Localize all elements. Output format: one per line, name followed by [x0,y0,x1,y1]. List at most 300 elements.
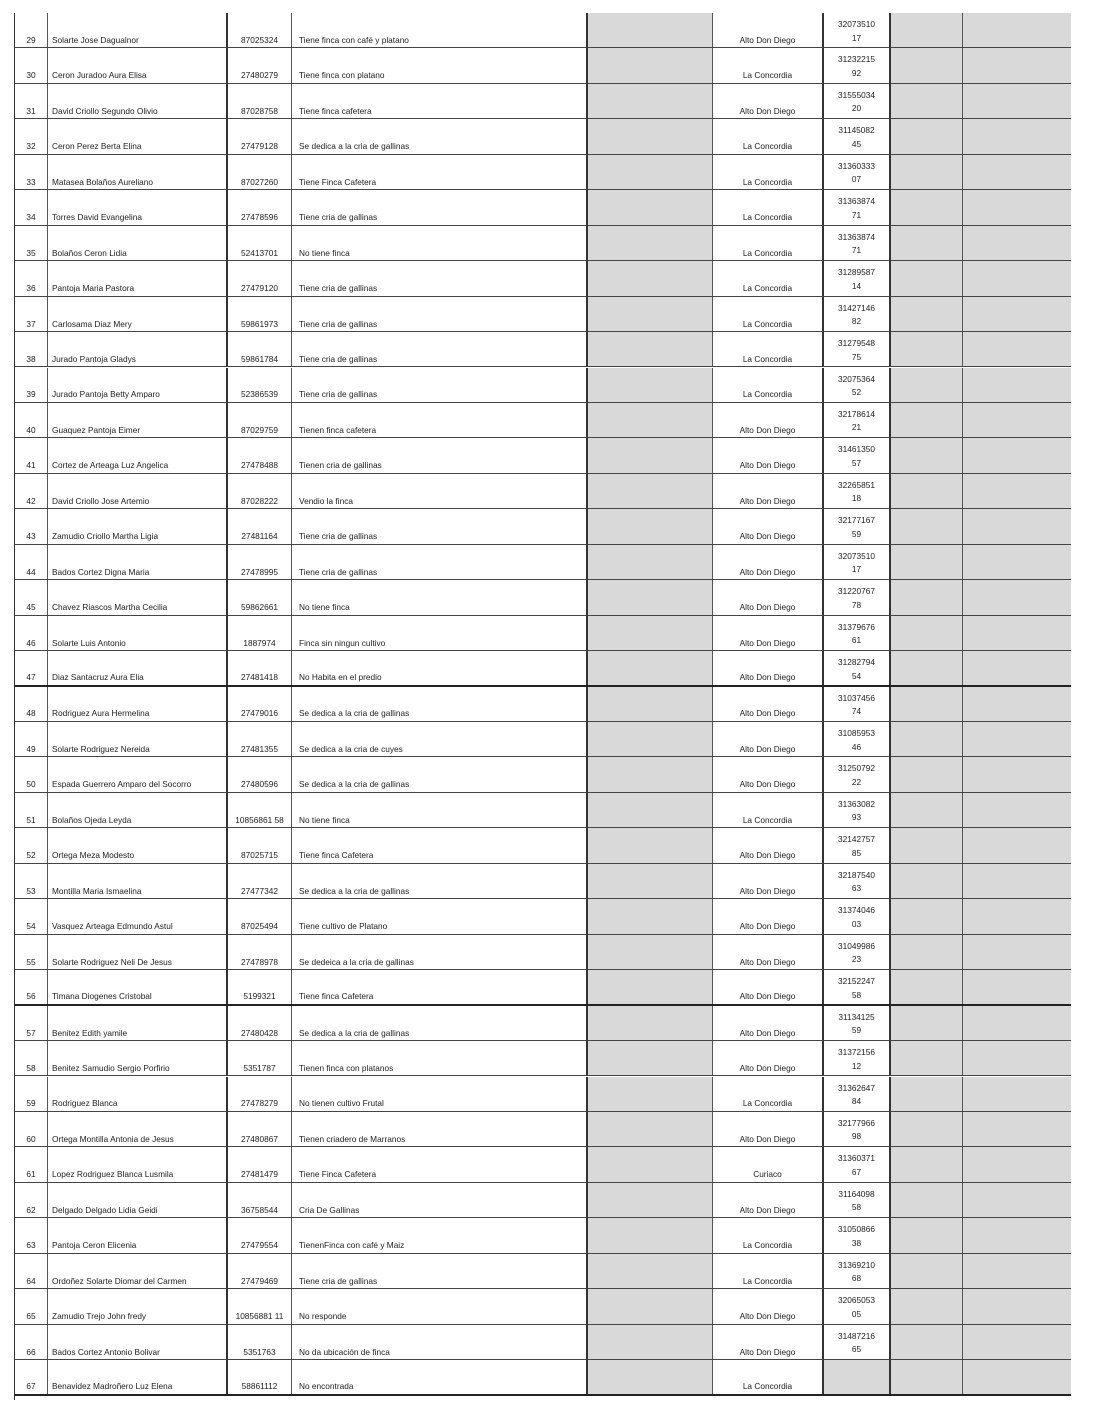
row-number-text: 52 [26,850,36,861]
person-name [48,828,228,862]
table-row [15,1006,1071,1041]
telefono-line: 57 [851,457,862,468]
cedula [228,1360,292,1393]
person-name [48,757,228,791]
telefono [824,757,891,791]
row-number-text: 43 [26,531,36,542]
vereda [713,899,824,933]
row-number [15,1360,48,1393]
telefono-line: 98 [851,1131,862,1142]
person-name-text: Torres David Evangelina [52,212,142,223]
cedula-text: 10856881 11 [235,1311,284,1322]
table-row [15,899,1071,934]
cedula-text: 5199321 [243,991,276,1002]
shaded-cell [588,368,713,402]
row-number-text: 32 [26,141,36,152]
row-number [15,1218,48,1252]
vereda [713,190,824,224]
vereda-text: Alto Don Diego [739,105,796,116]
cedula [228,261,292,295]
person-name [48,48,228,82]
person-name-text: Ortega Meza Modesto [52,850,135,861]
person-name-text: Montilla Maria Ismaelina [52,885,142,896]
vereda-text: La Concordia [742,176,793,187]
cedula-text: 27477342 [241,885,278,896]
person-name-text: Carlosama Diaz Mery [52,318,132,329]
vereda-text: La Concordia [742,814,793,825]
telefono-line: 31279548 [838,338,875,349]
telefono-line: 12 [851,1060,862,1071]
cedula-text: 27480867 [241,1133,278,1144]
table-row [15,722,1071,757]
table-row [15,1041,1071,1076]
cedula-text: 27481164 [241,531,278,542]
shaded-cell [588,580,713,614]
shaded-cell [963,1077,1071,1111]
shaded-cell [891,1218,963,1252]
row-number [15,864,48,898]
shaded-cell [963,1147,1071,1181]
table-row [15,226,1071,261]
person-name [48,13,228,47]
row-number [15,899,48,933]
telefono-line: 52 [851,387,862,397]
vereda-text: La Concordia [742,1240,793,1251]
table-row [15,828,1071,863]
vereda-text: La Concordia [742,353,793,364]
vereda [713,1289,824,1323]
shaded-cell [891,651,963,684]
telefono-line: 75 [851,351,862,362]
table-row [15,580,1071,615]
shaded-cell [588,226,713,260]
observacion-text: Se dedeica a la cria de gallinas [299,956,414,967]
observacion [292,1041,588,1075]
person-name [48,226,228,260]
observacion-text: TienenFinca con café y Maiz [299,1240,405,1251]
row-number [15,935,48,969]
observacion-text: No tienen cultivo Frutal [299,1098,384,1109]
telefono [824,438,891,472]
person-name [48,864,228,898]
cedula-text: 87028758 [241,105,278,116]
person-name-text: Bolaños Ceron Lidia [52,247,127,258]
telefono-line: 85 [851,847,862,858]
table-row [15,438,1071,473]
vereda-text: La Concordia [742,1098,793,1109]
vereda-text: Alto Don Diego [739,1204,796,1215]
telefono [824,545,891,579]
row-number-text: 49 [26,743,36,754]
telefono [824,1006,891,1040]
vereda [713,651,824,684]
vereda [713,935,824,969]
observacion [292,1006,588,1040]
table-row [15,403,1071,438]
person-name [48,297,228,331]
observacion-text: No responde [299,1311,347,1322]
cedula-text: 27480596 [241,779,278,790]
observacion [292,13,588,47]
vereda-text: Alto Don Diego [739,672,796,683]
telefono-line: 07 [851,174,862,185]
row-number [15,190,48,224]
telefono-line: 31363874 [838,231,875,242]
table-row [15,793,1071,828]
person-name [48,509,228,543]
row-number-text: 56 [26,991,36,1002]
row-number-text: 61 [26,1169,36,1180]
person-name [48,1254,228,1288]
cedula-text: 10856861 58 [235,814,284,825]
person-name [48,1077,228,1111]
shaded-cell [963,793,1071,827]
shaded-cell [963,1325,1071,1359]
shaded-cell [588,13,713,47]
cedula [228,119,292,153]
telefono-line: 31555034 [838,89,875,100]
observacion [292,828,588,862]
row-number [15,651,48,684]
shaded-cell [963,332,1071,366]
telefono-line: 18 [851,493,862,504]
shaded-cell [963,1289,1071,1323]
cedula-text: 87029759 [241,424,278,435]
observacion-text: Tiene cultivo de Platano [299,921,388,932]
telefono [824,1360,891,1393]
vereda-text: Alto Don Diego [739,1346,796,1357]
observacion [292,722,588,756]
row-number [15,793,48,827]
person-name-text: Guaquez Pantoja Eimer [52,424,141,435]
shaded-cell [963,403,1071,437]
shaded-cell [891,190,963,224]
cedula [228,1006,292,1040]
telefono-line: 31049986 [838,940,875,951]
shaded-cell [891,1147,963,1181]
shaded-cell [963,1183,1071,1217]
table-row [15,1254,1071,1289]
person-name [48,899,228,933]
observacion [292,297,588,331]
cedula [228,970,292,1003]
observacion [292,1183,588,1217]
vereda-text: Alto Don Diego [739,495,796,506]
telefono [824,687,891,721]
table-row [15,970,1071,1005]
shaded-cell [963,438,1071,472]
observacion-text: Se dedica a la cria de gallinas [299,779,410,790]
telefono [824,970,891,1003]
row-number [15,261,48,295]
person-name-text: Cortez de Arteaga Luz Angelica [52,460,169,471]
vereda-text: La Concordia [742,141,793,152]
telefono-line: 78 [851,599,862,610]
telefono-line: 31282794 [838,657,875,668]
observacion [292,403,588,437]
table-row [15,757,1071,792]
row-number-text: 33 [26,176,36,187]
cedula-text: 27478978 [241,956,278,967]
telefono-line: 74 [851,706,862,717]
vereda [713,864,824,898]
observacion [292,226,588,260]
row-number [15,1006,48,1040]
row-number-text: 47 [26,672,36,683]
vereda [713,261,824,295]
observacion-text: Tienen finca cafetera [299,424,377,435]
shaded-cell [588,793,713,827]
observacion-text: Se dedica a la cria de gallinas [299,885,410,896]
shaded-cell [963,828,1071,862]
cedula [228,687,292,721]
vereda-text: La Concordia [742,247,793,258]
shaded-cell [963,119,1071,153]
table-row [15,935,1071,970]
cedula [228,1077,292,1111]
row-number [15,403,48,437]
person-name [48,935,228,969]
cedula [228,474,292,508]
row-number [15,1254,48,1288]
table-row [15,687,1071,722]
telefono-line: 71 [851,245,862,256]
observacion [292,48,588,82]
shaded-cell [588,155,713,189]
shaded-cell [588,1041,713,1075]
shaded-cell [588,438,713,472]
cedula [228,1112,292,1146]
cedula-text: 27481355 [241,743,278,754]
shaded-cell [963,48,1071,82]
person-name-text: Solarte Luis Antonio [52,637,126,648]
vereda-text: Alto Don Diego [739,921,796,932]
observacion-text: No tiene finca [299,602,350,613]
observacion [292,261,588,295]
cedula-text: 87028222 [241,495,278,506]
cedula [228,438,292,472]
shaded-cell [891,48,963,82]
observacion [292,438,588,472]
cedula [228,190,292,224]
shaded-cell [588,545,713,579]
table-row [15,1289,1071,1324]
observacion-text: No tiene finca [299,247,350,258]
vereda-text: La Concordia [742,212,793,223]
table-row [15,1183,1071,1218]
shaded-cell [891,474,963,508]
person-name [48,1360,228,1393]
table-row [15,1218,1071,1253]
observacion-text: Se dedica a la cria de cuyes [299,743,403,754]
person-name [48,1289,228,1323]
vereda-text: La Concordia [742,283,793,294]
row-number-text: 66 [26,1346,36,1357]
observacion-text: Tiene cria de gallinas [299,283,378,294]
shaded-cell [891,793,963,827]
cedula [228,757,292,791]
vereda-text: Alto Don Diego [739,424,796,435]
person-name-text: Ceron Juradoo Aura Elisa [52,70,147,81]
cedula [228,368,292,402]
telefono [824,119,891,153]
cedula-text: 27481418 [241,672,278,683]
shaded-cell [588,1289,713,1323]
cedula-text: 27481479 [241,1169,278,1180]
observacion-text: Tiene finca Cafetera [299,850,374,861]
telefono [824,1254,891,1288]
observacion [292,119,588,153]
telefono [824,332,891,366]
shaded-cell [963,1112,1071,1146]
shaded-cell [963,1218,1071,1252]
observacion-text: No da ubicación de finca [299,1346,390,1357]
shaded-cell [588,1183,713,1217]
vereda [713,580,824,614]
person-name [48,616,228,650]
vereda [713,545,824,579]
cedula-text: 87025494 [241,921,278,932]
person-name [48,1147,228,1181]
telefono-line: 32152247 [838,976,875,987]
person-name [48,722,228,756]
telefono-line: 61 [851,635,862,646]
person-name [48,261,228,295]
person-name-text: Rodriguez Aura Hermelina [52,708,150,719]
telefono-line: 31427146 [838,302,875,313]
shaded-cell [963,155,1071,189]
person-name-text: Bados Cortez Antonio Bolivar [52,1346,160,1357]
row-number-text: 51 [26,814,36,825]
table-row [15,545,1071,580]
observacion-text: Cria De Gallinas [299,1204,360,1215]
shaded-cell [963,1041,1071,1075]
person-name [48,403,228,437]
row-number-text: 53 [26,885,36,896]
shaded-cell [588,1112,713,1146]
vereda-text: Alto Don Diego [739,1062,796,1073]
telefono [824,155,891,189]
observacion [292,757,588,791]
telefono [824,793,891,827]
observacion [292,155,588,189]
shaded-cell [963,261,1071,295]
observacion [292,1077,588,1111]
shaded-cell [588,828,713,862]
person-name-text: David Criollo Jose Artemio [52,495,150,506]
telefono [824,13,891,47]
cedula-text: 27478488 [241,460,278,471]
row-number-text: 45 [26,602,36,613]
vereda [713,509,824,543]
telefono [824,580,891,614]
shaded-cell [891,616,963,650]
cedula [228,1254,292,1288]
cedula-text: 87025324 [241,34,278,45]
telefono-line: 32065053 [838,1295,875,1306]
cedula [228,155,292,189]
person-name [48,970,228,1003]
telefono [824,368,891,402]
telefono-line: 20 [851,103,862,114]
shaded-cell [891,864,963,898]
row-number-text: 65 [26,1311,36,1322]
row-number-text: 67 [26,1381,36,1392]
cedula [228,722,292,756]
cedula [228,828,292,862]
person-name [48,190,228,224]
shaded-cell [963,1006,1071,1040]
observacion-text: Tiene cria de gallinas [299,389,378,400]
telefono-line: 58 [851,989,862,1000]
person-name-text: Benitez Edith yamile [52,1027,128,1038]
observacion-text: No encontrada [299,1381,354,1392]
table-row [15,13,1071,48]
row-number-text: 55 [26,956,36,967]
vereda [713,1006,824,1040]
shaded-cell [891,687,963,721]
row-number-text: 54 [26,921,36,932]
person-name [48,155,228,189]
cedula [228,651,292,684]
vereda [713,722,824,756]
row-number [15,226,48,260]
person-name-text: Zamudio Criollo Martha Ligia [52,531,159,542]
shaded-cell [963,84,1071,118]
observacion-text: Tiene Finca Cafetera [299,176,377,187]
row-number-text: 36 [26,283,36,294]
row-number [15,828,48,862]
vereda-text: Alto Don Diego [739,34,796,45]
shaded-cell [588,190,713,224]
observacion-text: No tiene finca [299,814,350,825]
shaded-cell [963,651,1071,684]
row-number [15,84,48,118]
cedula [228,1218,292,1252]
row-number [15,1289,48,1323]
shaded-cell [588,1077,713,1111]
shaded-cell [588,1325,713,1359]
telefono-line: 65 [851,1344,862,1355]
shaded-cell [588,687,713,721]
row-number-text: 63 [26,1240,36,1251]
shaded-cell [588,509,713,543]
vereda-text: Alto Don Diego [739,1311,796,1322]
shaded-cell [963,1360,1071,1393]
cedula-text: 52413701 [241,247,278,258]
person-name [48,119,228,153]
observacion [292,651,588,684]
shaded-cell [891,403,963,437]
row-number [15,13,48,47]
observacion [292,970,588,1003]
observacion [292,616,588,650]
person-name [48,793,228,827]
table-row [15,297,1071,332]
row-number-text: 39 [26,389,36,400]
telefono-line: 68 [851,1273,862,1284]
vereda [713,616,824,650]
vereda [713,119,824,153]
observacion [292,793,588,827]
person-name-text: Pantoja Ceron Elicenia [52,1240,137,1251]
person-name-text: Benitez Samudio Sergio Porfirio [52,1062,170,1073]
row-number-text: 62 [26,1204,36,1215]
vereda-text: Alto Don Diego [739,460,796,471]
observacion-text: Tiene finca cafetera [299,105,372,116]
observacion [292,864,588,898]
observacion [292,84,588,118]
